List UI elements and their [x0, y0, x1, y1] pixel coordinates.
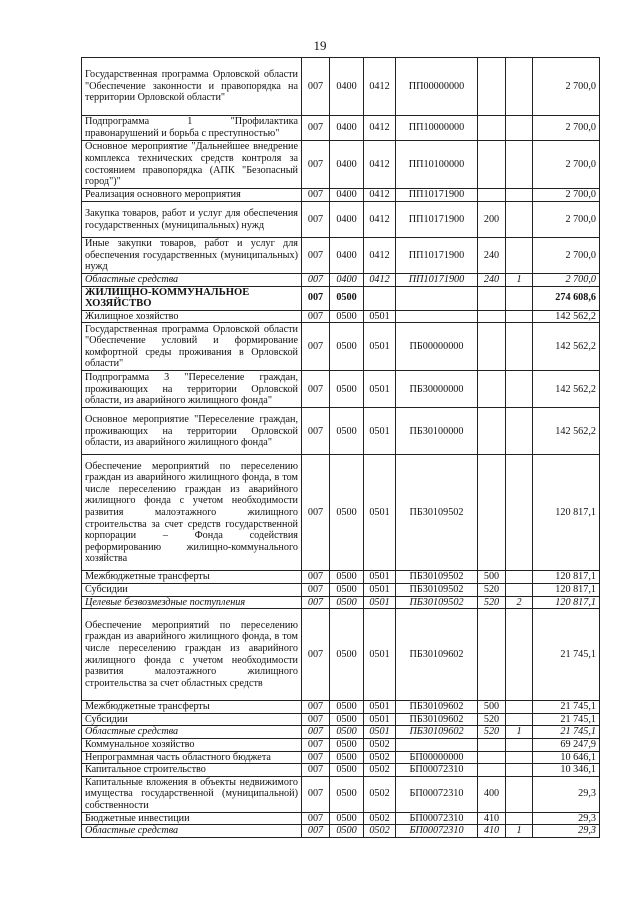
table-row [82, 726, 600, 739]
table-cell-admin-code: 007 [302, 596, 330, 609]
table-cell-admin-code: 007 [302, 202, 330, 238]
table-cell-expense-type [478, 323, 506, 371]
table-cell-name: Обеспечение мероприятий по переселению граждан из аварийного жилищного фонда, в том числе переселению граждан из аварийного жилищного фонда с учетом необходимости развития малоэтажного жилищного строительства за счет средств государственной корпорации – Фонда содействия реформированию жилищно-коммунального хозяйства [82, 455, 302, 571]
table-cell-subsection: 0502 [364, 738, 396, 751]
table-cell-amount: 21 745,1 [533, 726, 600, 739]
table-cell-section: 0500 [330, 701, 364, 714]
table-cell-amount: 142 562,2 [533, 371, 600, 408]
table-cell-name: Подпрограмма 3 "Переселение граждан, проживающих на территории Орловской области, из аварийного жилищного фонда" [82, 371, 302, 408]
table-cell-admin-code: 007 [302, 701, 330, 714]
table-row [82, 141, 600, 189]
table-row [82, 776, 600, 812]
table-cell-admin-code: 007 [302, 286, 330, 310]
table-cell-section: 0400 [330, 238, 364, 274]
table-cell-section: 0500 [330, 286, 364, 310]
table-cell-amount: 10 346,1 [533, 764, 600, 777]
table-cell-name: Непрограммная часть областного бюджета [82, 751, 302, 764]
table-cell-expense-type [478, 408, 506, 455]
table-cell-expense-type [478, 116, 506, 141]
table-cell-target-article [396, 286, 478, 310]
table-cell-subsection: 0501 [364, 455, 396, 571]
table-cell-name: Основное мероприятие "Дальнейшее внедрение комплекса технических средств контроля за состоянием правопорядка (АПК "Безопасный город")" [82, 141, 302, 189]
table-cell-admin-code: 007 [302, 310, 330, 323]
table-cell-name: Межбюджетные трансферты [82, 701, 302, 714]
table-cell-amount: 142 562,2 [533, 310, 600, 323]
table-cell-subsection: 0501 [364, 323, 396, 371]
table-cell-expense-type: 240 [478, 238, 506, 274]
table-cell-source [506, 310, 533, 323]
table-cell-subsection: 0412 [364, 116, 396, 141]
table-cell-section: 0500 [330, 408, 364, 455]
table-cell-amount: 21 745,1 [533, 609, 600, 701]
table-row [82, 189, 600, 202]
table-cell-section: 0500 [330, 751, 364, 764]
table-cell-target-article: ПП00000000 [396, 58, 478, 116]
table-row [82, 238, 600, 274]
table-cell-subsection: 0501 [364, 310, 396, 323]
table-cell-section: 0400 [330, 189, 364, 202]
table-cell-name: Коммунальное хозяйство [82, 738, 302, 751]
table-cell-target-article: ПБ30109602 [396, 726, 478, 739]
table-cell-admin-code: 007 [302, 141, 330, 189]
table-cell-expense-type: 520 [478, 596, 506, 609]
table-cell-source [506, 141, 533, 189]
table-cell-target-article: ПБ30000000 [396, 371, 478, 408]
table-cell-amount: 2 700,0 [533, 58, 600, 116]
table-cell-amount: 142 562,2 [533, 323, 600, 371]
table-cell-name: Обеспечение мероприятий по переселению граждан из аварийного жилищного фонда, в том числе переселению граждан из аварийного жилищного фонда с учетом необходимости развития малоэтажного жилищного строительства за счет областных средств [82, 609, 302, 701]
table-cell-name: Основное мероприятие "Переселение граждан, проживающих на территории Орловской области, из аварийного жилищного фонда" [82, 408, 302, 455]
table-cell-section: 0500 [330, 571, 364, 584]
table-cell-subsection: 0501 [364, 596, 396, 609]
table-cell-subsection: 0501 [364, 571, 396, 584]
table-cell-admin-code: 007 [302, 738, 330, 751]
table-cell-source [506, 202, 533, 238]
table-cell-expense-type: 520 [478, 713, 506, 726]
table-cell-expense-type: 500 [478, 701, 506, 714]
table-cell-source [506, 116, 533, 141]
table-cell-name: Субсидии [82, 713, 302, 726]
table-cell-amount: 69 247,9 [533, 738, 600, 751]
table-cell-target-article: ПП10171900 [396, 238, 478, 274]
table-cell-source [506, 764, 533, 777]
table-cell-expense-type: 520 [478, 726, 506, 739]
table-cell-amount: 2 700,0 [533, 141, 600, 189]
table-cell-expense-type [478, 310, 506, 323]
table-row [82, 751, 600, 764]
table-cell-source: 1 [506, 825, 533, 838]
table-cell-section: 0400 [330, 141, 364, 189]
table-cell-target-article: ПП10171900 [396, 274, 478, 287]
table-cell-section: 0400 [330, 274, 364, 287]
table-cell-expense-type [478, 455, 506, 571]
table-cell-source [506, 812, 533, 825]
table-cell-admin-code: 007 [302, 408, 330, 455]
table-cell-admin-code: 007 [302, 583, 330, 596]
table-cell-expense-type [478, 189, 506, 202]
table-cell-target-article: ПБ30109502 [396, 596, 478, 609]
table-cell-admin-code: 007 [302, 726, 330, 739]
table-cell-source [506, 371, 533, 408]
table-cell-target-article: БП00072310 [396, 812, 478, 825]
table-cell-name: Областные средства [82, 726, 302, 739]
table-cell-admin-code: 007 [302, 812, 330, 825]
table-cell-section: 0400 [330, 202, 364, 238]
table-cell-target-article [396, 310, 478, 323]
table-cell-amount: 120 817,1 [533, 571, 600, 584]
table-row [82, 274, 600, 287]
table-cell-section: 0500 [330, 455, 364, 571]
table-row [82, 764, 600, 777]
table-row [82, 371, 600, 408]
table-cell-amount: 29,3 [533, 776, 600, 812]
table-row [82, 596, 600, 609]
table-cell-expense-type [478, 141, 506, 189]
table-cell-section: 0500 [330, 776, 364, 812]
table-cell-name: Иные закупки товаров, работ и услуг для обеспечения государственных (муниципальных) нужд [82, 238, 302, 274]
table-cell-section: 0500 [330, 713, 364, 726]
table-cell-amount: 2 700,0 [533, 202, 600, 238]
table-cell-source: 2 [506, 596, 533, 609]
table-cell-target-article: ПБ30109602 [396, 609, 478, 701]
table-cell-expense-type: 410 [478, 825, 506, 838]
table-cell-admin-code: 007 [302, 825, 330, 838]
table-cell-subsection: 0412 [364, 189, 396, 202]
table-cell-source [506, 408, 533, 455]
table-cell-target-article: ПБ30109502 [396, 455, 478, 571]
table-cell-admin-code: 007 [302, 371, 330, 408]
table-cell-section: 0500 [330, 812, 364, 825]
table-cell-name: Субсидии [82, 583, 302, 596]
table-cell-expense-type [478, 764, 506, 777]
table-cell-section: 0500 [330, 323, 364, 371]
table-cell-target-article: БП00072310 [396, 825, 478, 838]
table-cell-amount: 120 817,1 [533, 596, 600, 609]
table-cell-target-article: ПБ30109502 [396, 583, 478, 596]
table-cell-subsection [364, 286, 396, 310]
table-cell-name: Реализация основного мероприятия [82, 189, 302, 202]
table-cell-admin-code: 007 [302, 274, 330, 287]
table-cell-subsection: 0412 [364, 58, 396, 116]
table-cell-name: Областные средства [82, 825, 302, 838]
table-row [82, 571, 600, 584]
table-cell-target-article: БП00000000 [396, 751, 478, 764]
table-cell-source [506, 286, 533, 310]
table-cell-target-article: БП00072310 [396, 764, 478, 777]
table-cell-amount: 29,3 [533, 825, 600, 838]
table-cell-amount: 10 646,1 [533, 751, 600, 764]
table-row [82, 812, 600, 825]
table-cell-section: 0500 [330, 825, 364, 838]
table-cell-admin-code: 007 [302, 571, 330, 584]
table-cell-amount: 2 700,0 [533, 189, 600, 202]
table-cell-target-article: БП00072310 [396, 776, 478, 812]
table-cell-admin-code: 007 [302, 764, 330, 777]
table-cell-amount: 2 700,0 [533, 274, 600, 287]
table-cell-section: 0400 [330, 58, 364, 116]
table-cell-name: Капитальные вложения в объекты недвижимого имущества государственной (муниципальной) собственности [82, 776, 302, 812]
table-cell-admin-code: 007 [302, 751, 330, 764]
table-cell-source [506, 701, 533, 714]
table-cell-expense-type: 400 [478, 776, 506, 812]
table-cell-amount: 120 817,1 [533, 583, 600, 596]
table-cell-admin-code: 007 [302, 609, 330, 701]
table-cell-subsection: 0502 [364, 751, 396, 764]
table-cell-source [506, 238, 533, 274]
table-cell-target-article: ПП10171900 [396, 202, 478, 238]
table-cell-name: Капитальное строительство [82, 764, 302, 777]
table-cell-subsection: 0501 [364, 371, 396, 408]
table-cell-amount: 29,3 [533, 812, 600, 825]
table-cell-admin-code: 007 [302, 713, 330, 726]
table-cell-subsection: 0501 [364, 408, 396, 455]
table-cell-admin-code: 007 [302, 189, 330, 202]
table-row [82, 286, 600, 310]
table-cell-admin-code: 007 [302, 455, 330, 571]
table-row [82, 583, 600, 596]
table-cell-section: 0500 [330, 738, 364, 751]
table-cell-expense-type: 410 [478, 812, 506, 825]
table-cell-source: 1 [506, 274, 533, 287]
table-cell-subsection: 0501 [364, 726, 396, 739]
table-cell-expense-type [478, 371, 506, 408]
table-row [82, 202, 600, 238]
table-cell-amount: 120 817,1 [533, 455, 600, 571]
table-cell-subsection: 0501 [364, 609, 396, 701]
table-cell-amount: 274 608,6 [533, 286, 600, 310]
table-cell-section: 0500 [330, 310, 364, 323]
table-row [82, 713, 600, 726]
table-row [82, 408, 600, 455]
table-cell-amount: 142 562,2 [533, 408, 600, 455]
table-cell-section: 0500 [330, 764, 364, 777]
table-row [82, 825, 600, 838]
table-cell-name: Жилищное хозяйство [82, 310, 302, 323]
table-cell-expense-type: 520 [478, 583, 506, 596]
table-cell-source: 1 [506, 726, 533, 739]
table-cell-subsection: 0502 [364, 776, 396, 812]
table-cell-name: ЖИЛИЩНО-КОММУНАЛЬНОЕ ХОЗЯЙСТВО [82, 286, 302, 310]
table-cell-section: 0500 [330, 596, 364, 609]
table-cell-subsection: 0412 [364, 141, 396, 189]
table-cell-source [506, 583, 533, 596]
table-cell-target-article: ПП10171900 [396, 189, 478, 202]
table-cell-source [506, 455, 533, 571]
table-cell-amount: 2 700,0 [533, 116, 600, 141]
table-cell-section: 0400 [330, 116, 364, 141]
table-cell-subsection: 0412 [364, 238, 396, 274]
table-cell-name: Бюджетные инвестиции [82, 812, 302, 825]
table-row [82, 323, 600, 371]
budget-table [81, 57, 600, 838]
table-cell-expense-type [478, 609, 506, 701]
table-cell-section: 0500 [330, 726, 364, 739]
table-cell-expense-type [478, 738, 506, 751]
table-cell-target-article: ПБ30109502 [396, 571, 478, 584]
table-cell-admin-code: 007 [302, 116, 330, 141]
page-number: 19 [313, 38, 327, 53]
table-cell-name: Государственная программа Орловской области "Обеспечение условий и формирование комфортной среды проживания в Орловской области" [82, 323, 302, 371]
table-cell-expense-type [478, 751, 506, 764]
table-row [82, 310, 600, 323]
table-cell-amount: 21 745,1 [533, 713, 600, 726]
table-cell-subsection: 0412 [364, 274, 396, 287]
table-cell-source [506, 751, 533, 764]
table-cell-section: 0500 [330, 583, 364, 596]
table-cell-subsection: 0502 [364, 825, 396, 838]
table-cell-target-article: ПП10000000 [396, 116, 478, 141]
table-cell-name: Подпрограмма 1 "Профилактика правонарушений и борьба с преступностью" [82, 116, 302, 141]
table-cell-subsection: 0502 [364, 812, 396, 825]
table-cell-source [506, 571, 533, 584]
table-row [82, 116, 600, 141]
table-cell-amount: 2 700,0 [533, 238, 600, 274]
table-cell-target-article: ПБ30109602 [396, 713, 478, 726]
table-cell-source [506, 738, 533, 751]
table-cell-expense-type [478, 58, 506, 116]
table-row [82, 738, 600, 751]
table-cell-admin-code: 007 [302, 776, 330, 812]
table-cell-subsection: 0501 [364, 701, 396, 714]
table-cell-section: 0500 [330, 609, 364, 701]
table-row [82, 455, 600, 571]
table-cell-subsection: 0501 [364, 583, 396, 596]
table-body [82, 58, 600, 838]
table-cell-subsection: 0412 [364, 202, 396, 238]
table-cell-admin-code: 007 [302, 58, 330, 116]
table-cell-expense-type: 200 [478, 202, 506, 238]
table-cell-source [506, 58, 533, 116]
table-cell-name: Государственная программа Орловской области "Обеспечение законности и правопорядка на территории Орловской области" [82, 58, 302, 116]
table-cell-name: Областные средства [82, 274, 302, 287]
table-cell-target-article [396, 738, 478, 751]
table-cell-source [506, 189, 533, 202]
table-row [82, 609, 600, 701]
table-cell-name: Межбюджетные трансферты [82, 571, 302, 584]
table-cell-source [506, 323, 533, 371]
table-cell-subsection: 0501 [364, 713, 396, 726]
table-cell-name: Закупка товаров, работ и услуг для обеспечения государственных (муниципальных) нужд [82, 202, 302, 238]
table-cell-target-article: ПП10100000 [396, 141, 478, 189]
table-cell-target-article: ПБ30109602 [396, 701, 478, 714]
table-cell-subsection: 0502 [364, 764, 396, 777]
table-cell-expense-type [478, 286, 506, 310]
table-cell-target-article: ПБ30100000 [396, 408, 478, 455]
table-cell-source [506, 713, 533, 726]
table-cell-section: 0500 [330, 371, 364, 408]
table-cell-expense-type: 500 [478, 571, 506, 584]
table-cell-amount: 21 745,1 [533, 701, 600, 714]
table-row [82, 58, 600, 116]
table-cell-name: Целевые безвозмездные поступления [82, 596, 302, 609]
table-cell-admin-code: 007 [302, 238, 330, 274]
table-cell-admin-code: 007 [302, 323, 330, 371]
table-cell-source [506, 609, 533, 701]
table-row [82, 701, 600, 714]
table-cell-target-article: ПБ00000000 [396, 323, 478, 371]
table-cell-source [506, 776, 533, 812]
table-cell-expense-type: 240 [478, 274, 506, 287]
